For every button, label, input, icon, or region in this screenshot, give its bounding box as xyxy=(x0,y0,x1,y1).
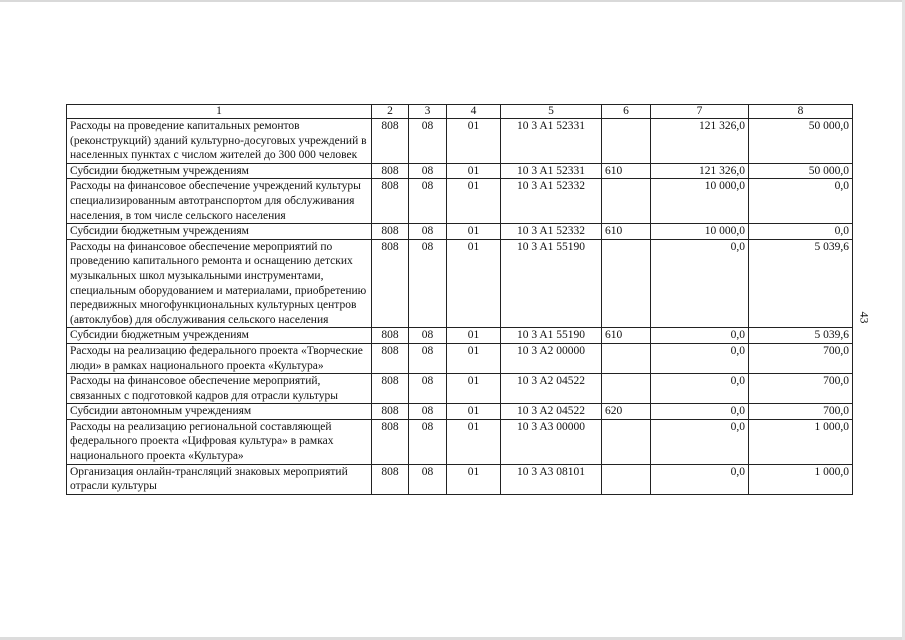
row-expense-type: 610 xyxy=(602,163,651,179)
row-name: Субсидии автономным учреждениям xyxy=(67,404,372,420)
row-grbs: 808 xyxy=(372,163,409,179)
row-target-article: 10 3 A1 55190 xyxy=(501,239,602,328)
row-expense-type xyxy=(602,464,651,494)
row-expense-type xyxy=(602,119,651,164)
row-grbs: 808 xyxy=(372,343,409,373)
row-amount-1: 10 000,0 xyxy=(651,179,749,224)
row-target-article: 10 3 A3 08101 xyxy=(501,464,602,494)
row-subsection: 01 xyxy=(447,163,501,179)
page-number: 43 xyxy=(857,311,872,324)
header-cell: 5 xyxy=(501,105,602,119)
row-section: 08 xyxy=(409,343,447,373)
row-expense-type: 610 xyxy=(602,224,651,240)
row-grbs: 808 xyxy=(372,404,409,420)
row-grbs: 808 xyxy=(372,464,409,494)
row-grbs: 808 xyxy=(372,119,409,164)
row-amount-2: 5 039,6 xyxy=(749,328,853,344)
row-amount-2: 0,0 xyxy=(749,179,853,224)
table-row xyxy=(67,343,853,373)
row-subsection: 01 xyxy=(447,119,501,164)
header-cell: 2 xyxy=(372,105,409,119)
row-amount-1: 0,0 xyxy=(651,419,749,464)
row-amount-2: 50 000,0 xyxy=(749,163,853,179)
row-target-article: 10 3 A2 04522 xyxy=(501,404,602,420)
table-row xyxy=(67,239,853,328)
row-amount-1: 0,0 xyxy=(651,404,749,420)
header-cell: 6 xyxy=(602,105,651,119)
row-section: 08 xyxy=(409,404,447,420)
table-row xyxy=(67,179,853,224)
row-amount-1: 0,0 xyxy=(651,239,749,328)
row-subsection: 01 xyxy=(447,179,501,224)
row-subsection: 01 xyxy=(447,404,501,420)
row-section: 08 xyxy=(409,119,447,164)
table-header-row xyxy=(67,105,853,119)
row-amount-2: 700,0 xyxy=(749,404,853,420)
header-cell: 8 xyxy=(749,105,853,119)
scan-edge-top xyxy=(0,0,905,2)
row-subsection: 01 xyxy=(447,374,501,404)
row-target-article: 10 3 A2 00000 xyxy=(501,343,602,373)
row-grbs: 808 xyxy=(372,374,409,404)
row-section: 08 xyxy=(409,179,447,224)
row-expense-type xyxy=(602,179,651,224)
table-row xyxy=(67,374,853,404)
table-row xyxy=(67,464,853,494)
row-name: Расходы на реализацию федерального проекта «Творческие люди» в рамках национального проекта «Культура» xyxy=(67,343,372,373)
row-amount-2: 1 000,0 xyxy=(749,464,853,494)
row-expense-type: 620 xyxy=(602,404,651,420)
row-name: Расходы на проведение капитальных ремонтов (реконструкций) зданий культурно-досуговых учреждений в населенных пунктах с числом жителей до 300 000 человек xyxy=(67,119,372,164)
row-subsection: 01 xyxy=(447,328,501,344)
row-name: Субсидии бюджетным учреждениям xyxy=(67,163,372,179)
table-row xyxy=(67,163,853,179)
row-grbs: 808 xyxy=(372,179,409,224)
row-amount-1: 121 326,0 xyxy=(651,163,749,179)
row-amount-2: 0,0 xyxy=(749,224,853,240)
row-expense-type xyxy=(602,419,651,464)
row-section: 08 xyxy=(409,328,447,344)
row-amount-2: 700,0 xyxy=(749,343,853,373)
row-subsection: 01 xyxy=(447,343,501,373)
row-name: Расходы на финансовое обеспечение учреждений культуры специализированным автотранспортом для обслуживания населения, в том числе сельского населения xyxy=(67,179,372,224)
row-amount-1: 10 000,0 xyxy=(651,224,749,240)
row-target-article: 10 3 A3 00000 xyxy=(501,419,602,464)
row-name: Расходы на финансовое обеспечение мероприятий, связанных с подготовкой кадров для отрасли культуры xyxy=(67,374,372,404)
row-target-article: 10 3 A1 52332 xyxy=(501,179,602,224)
row-subsection: 01 xyxy=(447,224,501,240)
row-amount-1: 0,0 xyxy=(651,374,749,404)
table-row xyxy=(67,419,853,464)
row-target-article: 10 3 A1 52331 xyxy=(501,119,602,164)
row-subsection: 01 xyxy=(447,464,501,494)
row-subsection: 01 xyxy=(447,239,501,328)
row-target-article: 10 3 A2 04522 xyxy=(501,374,602,404)
row-amount-2: 700,0 xyxy=(749,374,853,404)
table-row xyxy=(67,119,853,164)
table-row xyxy=(67,404,853,420)
row-name: Расходы на финансовое обеспечение мероприятий по проведению капитального ремонта и оснащению детских музыкальных школ музыкальными инструментами, специальным оборудованием и материалами, приобретению передвижных многофункциональных культурных центров (автоклубов) для обслуживания сельского населения xyxy=(67,239,372,328)
row-amount-1: 0,0 xyxy=(651,328,749,344)
row-expense-type xyxy=(602,343,651,373)
row-section: 08 xyxy=(409,419,447,464)
row-target-article: 10 3 A1 52332 xyxy=(501,224,602,240)
row-subsection: 01 xyxy=(447,419,501,464)
row-name: Субсидии бюджетным учреждениям xyxy=(67,328,372,344)
row-grbs: 808 xyxy=(372,328,409,344)
row-amount-1: 0,0 xyxy=(651,343,749,373)
row-amount-1: 0,0 xyxy=(651,464,749,494)
row-section: 08 xyxy=(409,464,447,494)
row-amount-2: 5 039,6 xyxy=(749,239,853,328)
table-row xyxy=(67,328,853,344)
table-row xyxy=(67,224,853,240)
row-amount-2: 1 000,0 xyxy=(749,419,853,464)
header-cell: 7 xyxy=(651,105,749,119)
row-target-article: 10 3 A1 55190 xyxy=(501,328,602,344)
budget-table xyxy=(66,104,853,495)
row-name: Субсидии бюджетным учреждениям xyxy=(67,224,372,240)
row-expense-type: 610 xyxy=(602,328,651,344)
row-grbs: 808 xyxy=(372,419,409,464)
header-cell: 4 xyxy=(447,105,501,119)
row-amount-2: 50 000,0 xyxy=(749,119,853,164)
row-amount-1: 121 326,0 xyxy=(651,119,749,164)
row-expense-type xyxy=(602,374,651,404)
row-grbs: 808 xyxy=(372,239,409,328)
row-section: 08 xyxy=(409,239,447,328)
row-section: 08 xyxy=(409,374,447,404)
header-cell: 1 xyxy=(67,105,372,119)
row-section: 08 xyxy=(409,163,447,179)
row-name: Организация онлайн-трансляций знаковых мероприятий отрасли культуры xyxy=(67,464,372,494)
row-name: Расходы на реализацию региональной составляющей федерального проекта «Цифровая культура» в рамках национального проекта «Культура» xyxy=(67,419,372,464)
row-expense-type xyxy=(602,239,651,328)
header-cell: 3 xyxy=(409,105,447,119)
row-section: 08 xyxy=(409,224,447,240)
row-grbs: 808 xyxy=(372,224,409,240)
row-target-article: 10 3 A1 52331 xyxy=(501,163,602,179)
